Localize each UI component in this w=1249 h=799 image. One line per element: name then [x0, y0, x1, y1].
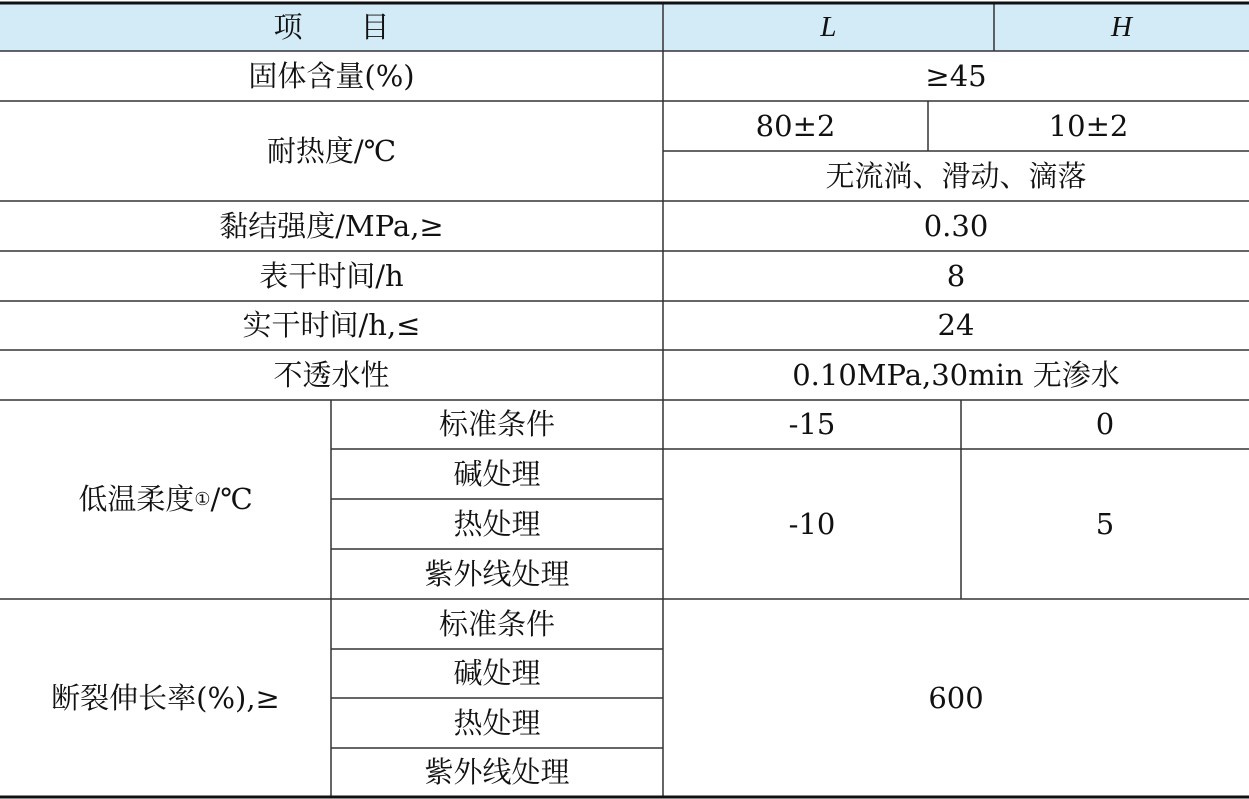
footnote-mark: ①	[194, 488, 211, 510]
low-temp-condition: 紫外线处理	[424, 556, 570, 591]
elongation-value: 600	[928, 680, 984, 715]
low-temp-treated-l: -10	[788, 506, 836, 541]
impermeability-value: 0.10MPa,30min 无渗水	[792, 357, 1120, 392]
hard-dry-value: 24	[937, 308, 975, 342]
low-temp-condition: 碱处理	[453, 456, 541, 491]
solid-content-label: 固体含量(%)	[248, 58, 415, 93]
heat-resistance-label: 耐热度/℃	[266, 133, 397, 168]
elongation-condition: 热处理	[453, 705, 541, 740]
low-temp-standard-h: 0	[1095, 407, 1115, 441]
low-temp-flex-label-text: 低温柔度	[78, 482, 195, 516]
solid-content-value: ≥45	[925, 58, 987, 93]
low-temp-condition: 热处理	[453, 506, 541, 541]
heat-resistance-l: 80±2	[755, 108, 836, 143]
elongation-label: 断裂伸长率(%),≥	[51, 680, 280, 715]
low-temp-condition: 标准条件	[438, 407, 555, 441]
elongation-condition: 紫外线处理	[424, 755, 570, 789]
header-col-h: H	[1111, 10, 1132, 43]
hard-dry-label: 实干时间/h,≤	[242, 308, 421, 342]
elongation-condition: 碱处理	[453, 656, 541, 690]
bond-strength-label: 黏结强度/MPa,≥	[219, 208, 444, 243]
low-temp-standard-l: -15	[788, 407, 836, 441]
impermeability-label: 不透水性	[273, 357, 390, 392]
low-temp-flex-label	[0, 400, 331, 599]
elongation-condition: 标准条件	[438, 606, 555, 641]
heat-resistance-h: 10±2	[1048, 108, 1129, 143]
header-item: 项 目	[273, 9, 390, 44]
bond-strength-value: 0.30	[923, 208, 989, 243]
low-temp-treated-h: 5	[1095, 506, 1115, 541]
header-col-l: L	[820, 10, 837, 43]
heat-resistance-note: 无流淌、滑动、滴落	[825, 158, 1087, 193]
surface-dry-value: 8	[946, 258, 966, 293]
low-temp-flex-unit: /℃	[210, 482, 253, 516]
surface-dry-label: 表干时间/h	[259, 258, 404, 293]
